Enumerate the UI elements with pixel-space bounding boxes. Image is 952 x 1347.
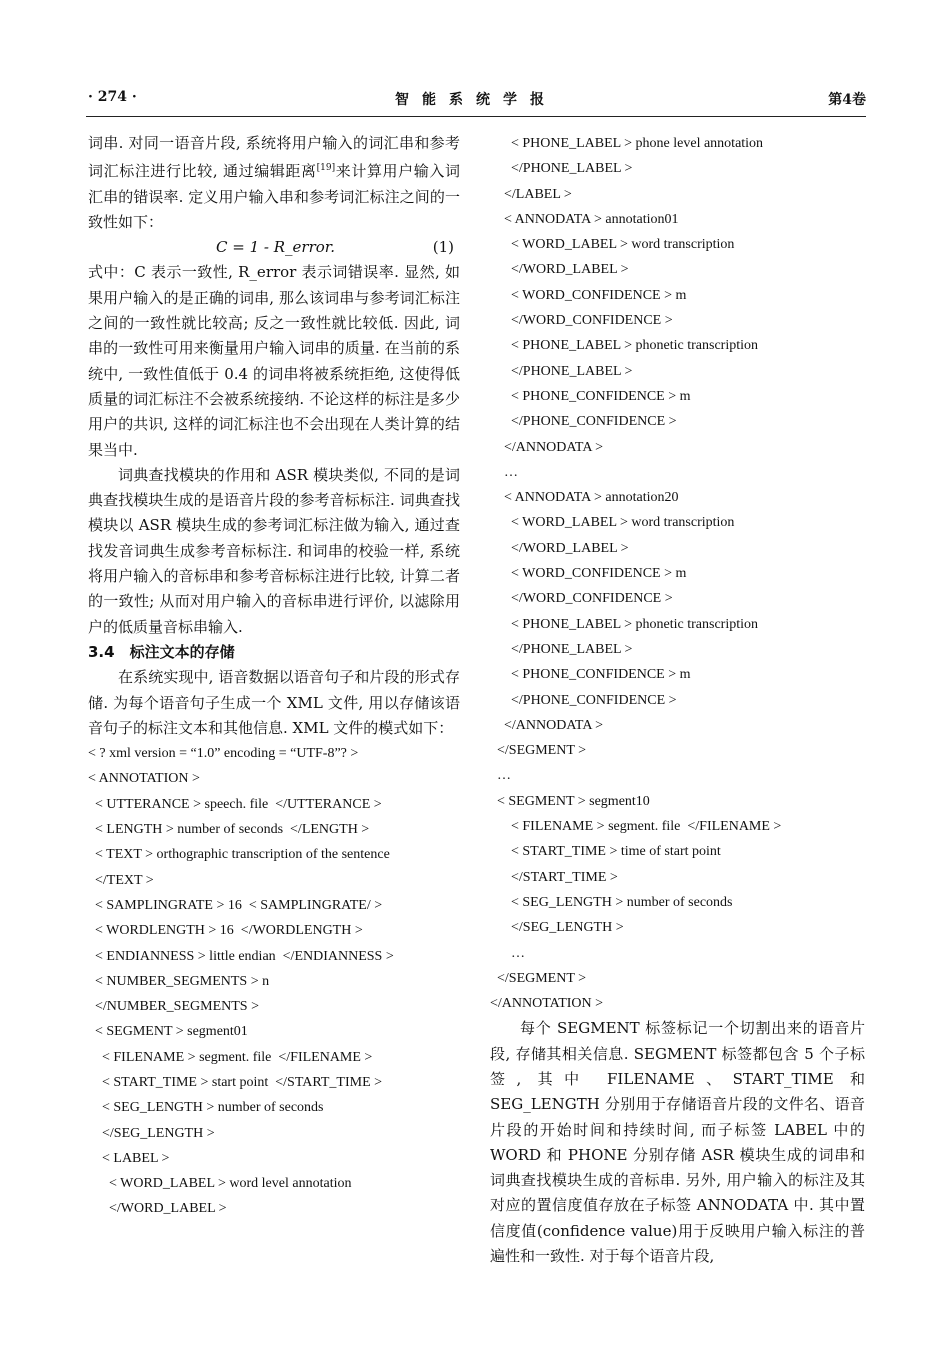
paragraph-2: 式中：C 表示一致性, R_error 表示词错误率. 显然, 如果用户输入的是正确的词串, 那么该词串与参考词汇标注之间的一致性就比较高; 反之一致性就比较低. 因此, 词串的一致性可用来衡量用户输入词串的质量. 在当前的系统中, 一致性值低于 0.4 的词串将被系统拒绝, 这使得低质量的词汇标注不会被系统接纳. 不论这样的标注是多少用户的共识, 这样的词汇标注也不会出现在人类计算的结果当中.: [88, 263, 460, 459]
code-line: </PHONE_LABEL >: [490, 161, 633, 177]
code-line: </WORD_LABEL >: [88, 1201, 227, 1217]
code-line: < ANNODATA > annotation20: [490, 490, 679, 506]
code-line: </SEGMENT >: [490, 743, 587, 759]
code-line: …: [490, 464, 518, 480]
code-line: </WORD_CONFIDENCE >: [490, 591, 673, 607]
code-line: </TEXT >: [88, 872, 154, 888]
section-heading: 3.4 标注文本的存储: [88, 642, 235, 661]
code-line: < LABEL >: [88, 1150, 170, 1166]
code-line: < LENGTH > number of seconds </LENGTH >: [88, 822, 370, 838]
code-line: </PHONE_LABEL >: [490, 641, 633, 657]
code-line: </SEG_LENGTH >: [490, 920, 624, 936]
equation-1: [88, 235, 460, 260]
code-line: </NUMBER_SEGMENTS >: [88, 999, 259, 1015]
page-header: [86, 89, 866, 111]
code-line: < WORD_LABEL > word level annotation: [88, 1176, 352, 1192]
code-line: < NUMBER_SEGMENTS > n: [88, 973, 270, 989]
code-line: < FILENAME > segment. file </FILENAME >: [88, 1049, 373, 1065]
equation-number: (1): [432, 238, 454, 257]
header-rule: [86, 116, 866, 117]
code-line: </SEGMENT >: [490, 970, 587, 986]
code-line: < WORD_CONFIDENCE > m: [490, 287, 687, 303]
xml-schema-listing-right: [490, 131, 865, 1016]
code-line: < WORD_LABEL > word transcription: [490, 515, 735, 531]
code-line: </ANNODATA >: [490, 717, 604, 733]
left-column: [88, 131, 460, 1222]
code-line: </WORD_LABEL >: [490, 262, 629, 278]
code-line: < START_TIME > start point </START_TIME >: [88, 1074, 383, 1090]
code-line: < PHONE_CONFIDENCE > m: [490, 388, 691, 404]
code-line: < UTTERANCE > speech. file </UTTERANCE >: [88, 796, 382, 812]
paragraph-1: [88, 131, 460, 235]
paragraph-4: 在系统实现中, 语音数据以语音句子和片段的形式存储. 为每个语音句子生成一个 XML 文件, 用以存储该语音句子的标注文本和其他信息. XML 文件的模式如下：: [88, 668, 460, 737]
paragraph-1-continued: 来计算用户输入词汇串的错误率. 定义用户输入串和参考词汇标注之间的一致性如下：: [88, 162, 460, 231]
code-line: </WORD_LABEL >: [490, 540, 629, 556]
paragraph-5: 每个 SEGMENT 标签标记一个切割出来的语音片段, 存储其相关信息. SEGMENT 标签都包含 5 个子标签, 其中 FILENAME、START_TIME 和 SEG_LENGTH 分别用于存储语音片段的文件名、语音片段的开始时间和持续时间, 而子标签 LABEL 中的 WORD 和 PHONE 分别存储 ASR 模块生成的词串和词典查找模块生成的音标串. 另外, 用户输入的标注及其对应的置信度值存放在子标签 ANNODATA 中. 其中置信度值(confidence value)用于反映用户输入标注的普遍性和一致性. 对于每个语音片段,: [490, 1019, 865, 1266]
code-line: </ANNOTATION >: [490, 996, 604, 1012]
code-line: …: [490, 945, 525, 961]
code-line: < TEXT > orthographic transcription of the sentence: [88, 847, 390, 863]
code-line: < SEGMENT > segment01: [88, 1024, 248, 1040]
code-line: < ANNOTATION >: [88, 771, 200, 787]
code-line: </LABEL >: [490, 186, 572, 202]
code-line: < WORDLENGTH > 16 </WORDLENGTH >: [88, 923, 363, 939]
code-line: </ANNODATA >: [490, 439, 604, 455]
code-line: < SAMPLINGRATE > 16 < SAMPLINGRATE/ >: [88, 897, 383, 913]
code-line: < SEG_LENGTH > number of seconds: [490, 894, 733, 910]
code-line: < START_TIME > time of start point: [490, 844, 721, 860]
code-line: </PHONE_CONFIDENCE >: [490, 414, 677, 430]
code-line: < ANNODATA > annotation01: [490, 211, 679, 227]
volume-label: 第4卷: [828, 92, 866, 108]
code-line: < PHONE_CONFIDENCE > m: [490, 667, 691, 683]
code-line: < SEGMENT > segment10: [490, 793, 650, 809]
code-line: < FILENAME > segment. file </FILENAME >: [490, 819, 782, 835]
xml-schema-listing-left: [88, 741, 460, 1222]
code-line: </SEG_LENGTH >: [88, 1125, 215, 1141]
code-line: < WORD_LABEL > word transcription: [490, 237, 735, 253]
page-number: · 274 ·: [88, 89, 137, 105]
code-line: < PHONE_LABEL > phonetic transcription: [490, 338, 759, 354]
code-line: < WORD_CONFIDENCE > m: [490, 566, 687, 582]
code-line: < PHONE_LABEL > phone level annotation: [490, 136, 764, 151]
equation-body: C = 1 - R_error.: [216, 238, 336, 257]
code-line: </PHONE_CONFIDENCE >: [490, 692, 677, 708]
code-line: </WORD_CONFIDENCE >: [490, 313, 673, 329]
code-line: < PHONE_LABEL > phonetic transcription: [490, 616, 759, 632]
code-line: < ? xml version = “1.0” encoding = “UTF-8”? >: [88, 746, 359, 762]
paragraph-1-text: 词串. 对同一语音片段, 系统将用户输入的词汇串和参考词汇标注进行比较, 通过编辑距离: [88, 134, 460, 181]
paragraph-3: 词典查找模块的作用和 ASR 模块类似, 不同的是词典查找模块生成的是语音片段的参考音标标注. 词典查找模块以 ASR 模块生成的参考词汇标注做为输入, 通过查找发音词典生成参考音标标注. 和词串的校验一样, 系统将用户输入的音标串和参考音标标注进行比较, 计算二者的一致性; 从而对用户输入的音标串进行评价, 以滤除用户的低质量音标串输入.: [88, 465, 460, 636]
code-line: < SEG_LENGTH > number of seconds: [88, 1100, 324, 1116]
code-line: </PHONE_LABEL >: [490, 363, 633, 379]
citation-ref: [19]: [316, 163, 336, 174]
code-line: …: [490, 768, 511, 784]
code-line: < ENDIANNESS > little endian </ENDIANNESS >: [88, 948, 394, 964]
journal-title: 智能系统学报: [395, 92, 557, 108]
right-column: [490, 131, 865, 1269]
code-line: </START_TIME >: [490, 869, 618, 885]
